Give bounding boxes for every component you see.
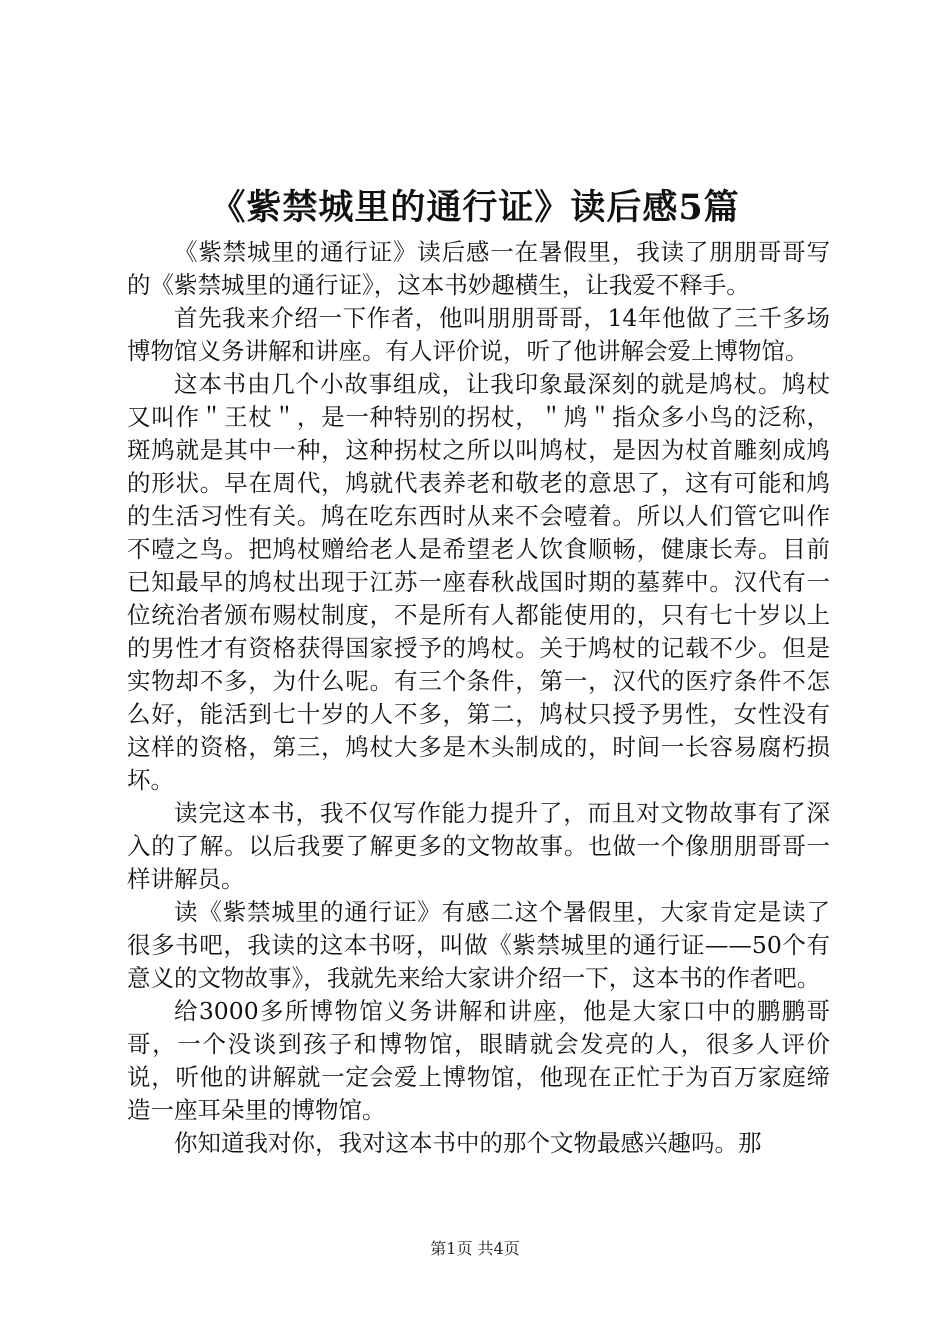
paragraph: 《紫禁城里的通行证》读后感一在暑假里，我读了朋朋哥哥写的《紫禁城里的通行证》，这本书妙趣横生，让我爱不释手。	[127, 238, 830, 299]
document-title: 《紫禁城里的通行证》读后感5篇	[210, 187, 740, 228]
paragraph: 首先我来介绍一下作者，他叫朋朋哥哥，14年他做了三千多场博物馆义务讲解和讲座。有人评价说，听了他讲解会爱上博物馆。	[127, 304, 830, 365]
paragraph: 这本书由几个小故事组成，让我印象最深刻的就是鸠杖。鸠杖又叫作＂王杖＂，是一种特别的拐杖，＂鸠＂指众多小鸟的泛称，斑鸠就是其中一种，这种拐杖之所以叫鸠杖，是因为杖首雕刻成鸠的形状。早在周代，鸠就代表养老和敬老的意思了，这有可能和鸠的生活习性有关。鸠在吃东西时从来不会噎着。所以人们管它叫作不噎之鸟。把鸠杖赠给老人是希望老人饮食顺畅，健康长寿。目前已知最早的鸠杖出现于江苏一座春秋战国时期的墓葬中。汉代有一位统治者颁布赐杖制度，不是所有人都能使用的，只有七十岁以上的男性才有资格获得国家授予的鸠杖。关于鸠杖的记载不少。但是实物却不多，为什么呢。有三个条件，第一，汉代的医疗条件不怎么好，能活到七十岁的人不多，第二，鸠杖只授予男性，女性没有这样的资格，第三，鸠杖大多是木头制成的，时间一长容易腐朽损坏。	[127, 370, 830, 794]
page-number-footer: 第1页 共4页	[430, 1239, 520, 1258]
document-body	[127, 236, 830, 1160]
paragraph: 读完这本书，我不仅写作能力提升了，而且对文物故事有了深入的了解。以后我要了解更多的文物故事。也做一个像朋朋哥哥一样讲解员。	[127, 799, 830, 893]
paragraph: 给3000多所博物馆义务讲解和讲座，他是大家口中的鹏鹏哥哥，一个没谈到孩子和博物馆，眼睛就会发亮的人，很多人评价说，听他的讲解就一定会爱上博物馆，他现在正忙于为百万家庭缔造一座耳朵里的博物馆。	[127, 997, 830, 1124]
paragraph: 你知道我对你，我对这本书中的那个文物最感兴趣吗。那	[174, 1129, 762, 1157]
paragraph: 读《紫禁城里的通行证》有感二这个暑假里，大家肯定是读了很多书吧，我读的这本书呀，叫做《紫禁城里的通行证——50个有意义的文物故事》，我就先来给大家讲介绍一下，这本书的作者吧。	[127, 898, 830, 992]
